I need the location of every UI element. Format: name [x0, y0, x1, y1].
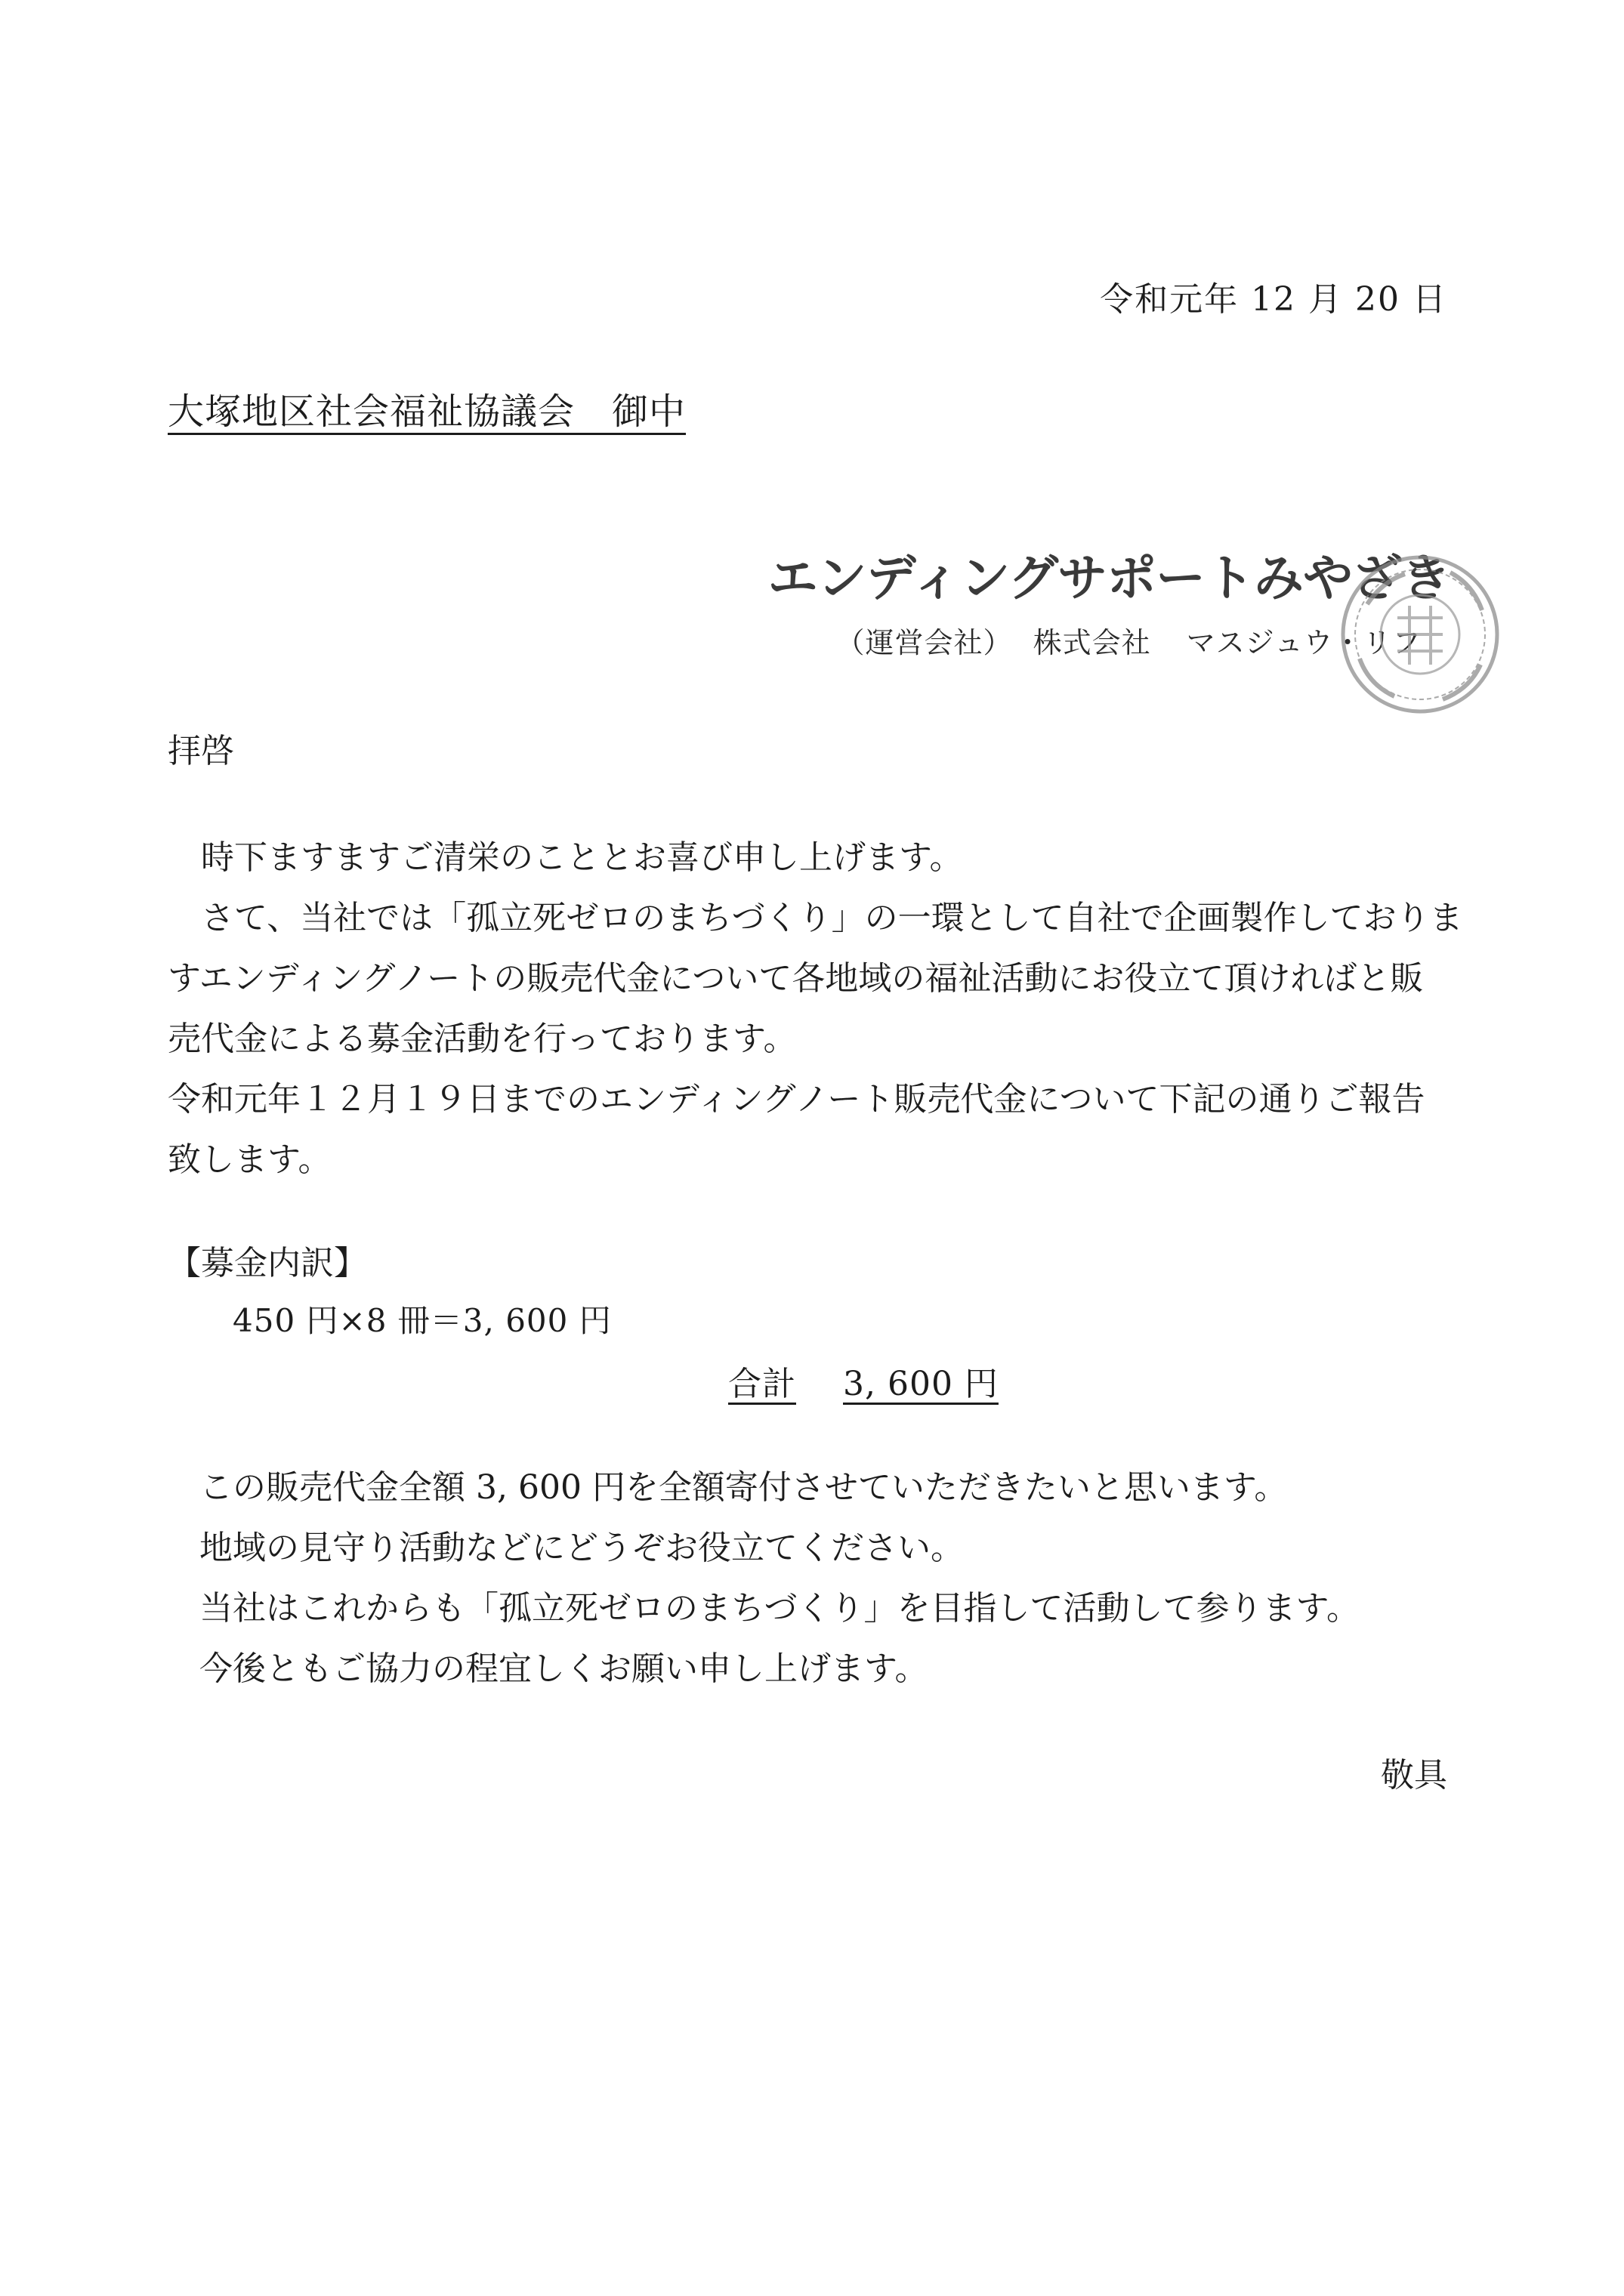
letter-date: 令和元年 12 月 20 日: [1100, 280, 1447, 319]
closing-text: [199, 1458, 1360, 1699]
sign-off: 敬具: [1381, 1756, 1447, 1795]
breakdown-line: 450 円×8 冊＝3, 600 円: [233, 1302, 612, 1339]
body-paragraph: すエンディングノートの販売代金について各地域の福祉活動にお役立て頂ければと販: [168, 959, 1424, 998]
donation-total: [728, 1356, 999, 1405]
salutation: 拝啓: [168, 732, 234, 770]
company-seal-icon: [1337, 551, 1503, 718]
closing-paragraph: 今後ともご協力の程宜しくお願い申し上げます。: [199, 1649, 928, 1688]
total-label: 合計: [728, 1365, 796, 1403]
total-amount: 3, 600 円: [843, 1365, 999, 1403]
body-paragraph: 時下ますますご清栄のこととお喜び申し上げます。: [201, 838, 963, 877]
body-paragraph: 致します。: [168, 1140, 332, 1179]
closing-paragraph: この販売代金全額 3, 600 円を全額寄付させていただきたいと思います。: [199, 1468, 1288, 1507]
letter-body: [168, 828, 1463, 1190]
body-paragraph: 売代金による募金活動を行っております。: [168, 1020, 797, 1058]
operator-type: 株式会社: [1033, 626, 1151, 659]
breakdown-heading: 【募金内訳】: [168, 1244, 367, 1282]
sender-company-name: エンディングサポートみやざき: [767, 549, 1450, 607]
closing-paragraph: 当社はこれからも「孤立死ゼロのまちづくり」を目指して活動して参ります。: [199, 1589, 1360, 1628]
operator-name: マスジュウ・リフ: [1186, 626, 1422, 659]
body-paragraph: 令和元年１２月１９日までのエンディングノート販売代金について下記の通りご報告: [168, 1080, 1425, 1119]
addressee: 大塚地区社会福祉協議会 御中: [168, 390, 687, 433]
body-paragraph: さて、当社では「孤立死ゼロのまちづくり」の一環として自社で企画製作しておりま: [201, 899, 1463, 937]
closing-paragraph: 地域の見守り活動などにどうぞお役立てください。: [199, 1529, 964, 1567]
sender-operator: [836, 619, 1422, 661]
operator-label: （運営会社）: [835, 626, 1013, 659]
